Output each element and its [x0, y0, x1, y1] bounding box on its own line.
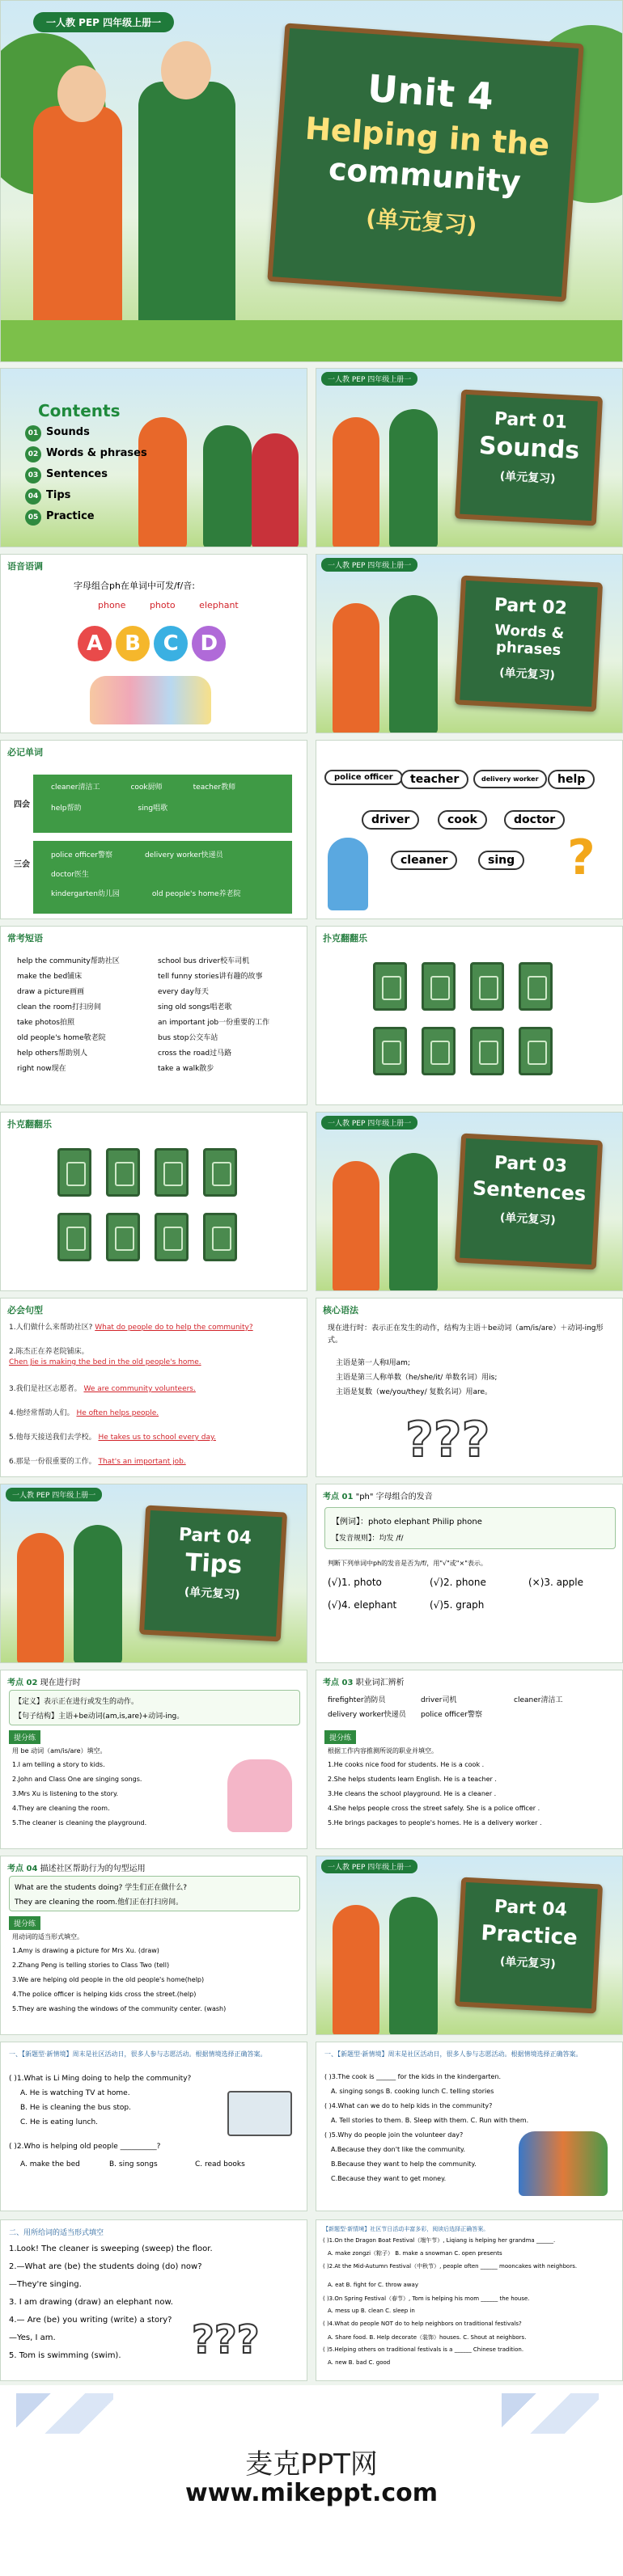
tip-item: 5.They are washing the windows of the community center. (wash): [12, 2005, 227, 2012]
flip-card[interactable]: [519, 962, 553, 1011]
tip-rule-box: [324, 1507, 616, 1549]
question-marks-decoration: ???: [192, 2317, 260, 2363]
vocab-group-label: 三会: [14, 860, 30, 869]
balloon-letter: B: [116, 626, 150, 661]
footer-decoration: [16, 2393, 113, 2434]
tip-answer: They are cleaning the room.他们正在打扫房间。: [15, 1898, 184, 1907]
sound-word: photo: [149, 600, 176, 610]
tip-item: (√)1. photo: [328, 1577, 382, 1588]
cover-tag: 一人教 PEP 四年级上册一: [33, 12, 174, 32]
phrase-item: school bus driver校车司机: [158, 957, 250, 965]
tip-slide: [0, 1670, 307, 1849]
sound-word: elephant: [199, 600, 239, 610]
practice-line: A. Share food. B. Help decorate（装饰）houses. C. Shout at neighbors.: [328, 2334, 527, 2341]
worker-figure: [333, 1161, 379, 1291]
contents-list: [25, 425, 147, 530]
bubbles-slide: [316, 740, 623, 919]
sound-rule: 字母组合ph在单词中可发/f/音:: [74, 581, 195, 591]
tip-item: 4.They are cleaning the room.: [12, 1805, 110, 1812]
tip-number: 考点 03: [323, 1679, 354, 1687]
contents-label: Sounds: [46, 426, 90, 438]
tip-item: 4.The police officer is helping kids cross the street.(help): [12, 1991, 197, 1998]
phrase-item: take a walk散步: [158, 1065, 214, 1073]
part-tag: 一人教 PEP 四年级上册一: [321, 1116, 417, 1130]
practice-slide: [316, 2219, 623, 2381]
practice-option: A. make the bed: [20, 2160, 80, 2168]
practice-bar: 提分练: [324, 1730, 356, 1744]
tip-item: (×)3. apple: [528, 1577, 583, 1588]
word-bubble[interactable]: cook: [438, 810, 487, 830]
tip-structure: 【句子结构】主语+be动词(am,is,are)+动词-ing。: [15, 1712, 184, 1721]
part-slide: [316, 554, 623, 733]
sentence-en: He takes us to school every day.: [98, 1434, 216, 1442]
footer-brand: 麦克PPT网: [245, 2448, 378, 2481]
tip-item: (√)2. phone: [430, 1577, 486, 1588]
sentence-row: [9, 1358, 201, 1366]
part-board: [455, 576, 603, 712]
tip-heading: [7, 1675, 81, 1687]
question-marks-decoration: ???: [405, 1412, 490, 1468]
practice-option: A. He is watching TV at home.: [20, 2089, 130, 2097]
sentence-en: Chen Jie is making the bed in the old people's home.: [9, 1358, 201, 1366]
part-board: [139, 1505, 287, 1642]
phrase-item: help others帮助别人: [17, 1049, 87, 1058]
sentence-row: [9, 1383, 196, 1393]
word-bubble[interactable]: teacher: [400, 770, 468, 789]
vocab-three-box: [14, 841, 292, 914]
cover-slide: [0, 0, 623, 362]
phrase-item: make the bed铺床: [17, 973, 83, 981]
sentence-cn: 6.那是一份很重要的工作。: [9, 1458, 96, 1466]
practice-question: ( )2.Who is helping old people __________?: [9, 2143, 161, 2151]
part-tag: 一人教 PEP 四年级上册一: [6, 1488, 102, 1501]
phrase-item: take photos拍照: [17, 1019, 74, 1027]
section-heading: 常考短语: [7, 933, 43, 944]
worker-figure: [389, 1897, 438, 2035]
phrase-item: cross the road过马路: [158, 1049, 232, 1058]
practice-line: ( )2.At the Mid-Autumn Festival（中秋节）, people often ______ mooncakes with neighbors.: [323, 2263, 578, 2270]
word-bubble[interactable]: cleaner: [391, 851, 457, 870]
practice-line: 1.Look! The cleaner is sweeping (sweep) the floor.: [9, 2244, 213, 2253]
tip-definition: 【定义】表示正在进行或发生的动作。: [15, 1698, 139, 1706]
sentences-slide: [0, 1298, 307, 1477]
practice-line: 3. I am drawing (draw) an elephant now.: [9, 2298, 173, 2307]
question-mark-icon: ?: [567, 830, 595, 886]
tip-task: 判断下列单词中ph的发音是否为/f/，用"√"或"×"表示。: [328, 1560, 487, 1567]
phrase-item: bus stop公交车站: [158, 1034, 218, 1042]
footer-url[interactable]: www.mikeppt.com: [185, 2479, 438, 2507]
sentence-en: That's an important job.: [98, 1458, 186, 1466]
contents-label: Sentences: [46, 468, 108, 480]
worker-figure: [389, 1153, 438, 1291]
volunteers-illustration: [519, 2131, 608, 2196]
part-board: [455, 1134, 603, 1270]
phrases-left: [17, 954, 120, 1077]
sentence-row: [9, 1321, 253, 1332]
grammar-bullet: 主语是第一人称I用am;: [336, 1359, 410, 1367]
practice-option: B. sing songs: [109, 2160, 158, 2168]
worker-figure: [203, 425, 252, 547]
vocab-group-label: 四会: [14, 800, 30, 809]
practice-line: A. make zongzi（粽子） B. make a snowman C. open presents: [328, 2250, 502, 2257]
tip-task: 根据工作内容推测所说的职业并填空。: [328, 1747, 438, 1755]
worker-figure: [389, 595, 438, 733]
practice-line: ( )1.On the Dragon Boat Festival（端午节）, Liqiang is helping her grandma ______.: [323, 2237, 556, 2244]
vocab-word: cleaner清洁工: [51, 783, 100, 792]
tip-number: 考点 01: [323, 1493, 354, 1501]
balloon-letter: D: [192, 626, 226, 661]
contents-item[interactable]: [25, 425, 147, 446]
worker-figure: [333, 417, 379, 547]
section-heading: 扑克翻翻乐: [323, 933, 367, 944]
contents-item[interactable]: [25, 509, 147, 530]
contents-num: 04: [25, 488, 41, 505]
part-board: [455, 390, 603, 526]
tip-word: cleaner清洁工: [514, 1696, 563, 1704]
flip-card[interactable]: [106, 1213, 140, 1261]
sentence-row: [9, 1455, 186, 1466]
part-name: Words & phrases: [494, 621, 565, 660]
section-heading: 核心语法: [323, 1305, 358, 1315]
practice-heading: 【新题型·新情境】社区节日活动丰富多彩，阅读后选择正确答案。: [323, 2226, 490, 2232]
vocab-four-box: [14, 775, 292, 833]
part-slide: [316, 1856, 623, 2035]
sentence-en: What do people do to help the community?: [95, 1324, 253, 1332]
practice-heading: 一、【新题型·新情境】周末是社区活动日，很多人参与志愿活动。根据情境选择正确答案。: [9, 2050, 267, 2058]
practice-heading: 一、【新题型·新情境】周末是社区活动日，很多人参与志愿活动。根据情境选择正确答案。: [324, 2050, 583, 2058]
head-figure: [161, 41, 211, 99]
sentence-row: [9, 1345, 89, 1356]
vocab-word: cook厨师: [130, 783, 163, 792]
part-sub: (单元复习): [499, 470, 556, 486]
worker-figure: [389, 409, 438, 547]
tip-number: 考点 02: [7, 1679, 38, 1687]
part-number: Part 04: [178, 1524, 252, 1549]
tip-item: 1.I am telling a story to kids.: [12, 1761, 105, 1768]
sound-words: [98, 600, 239, 610]
practice-line: A. singing songs B. cooking lunch C. telling stories: [331, 2088, 494, 2095]
flip-card[interactable]: [373, 1027, 407, 1075]
tip-question: What are the students doing? 学生们正在做什么?: [15, 1884, 188, 1892]
tip-example: 【例词】：photo elephant Philip phone: [332, 1518, 482, 1527]
word-bubble[interactable]: help: [548, 770, 595, 789]
kids-illustration: [90, 676, 211, 724]
sentence-cn: 4.他经常帮助人们。: [9, 1409, 74, 1417]
boy-illustration: [328, 838, 368, 910]
tip-word: delivery worker快递员: [328, 1711, 406, 1719]
practice-line: C.Because they want to get money.: [331, 2175, 447, 2182]
practice-line: ( )5.Why do people join the volunteer day?: [324, 2131, 464, 2139]
tip-item: 2.John and Class One are singing songs.: [12, 1776, 142, 1783]
part-sub: (单元复习): [499, 1211, 557, 1227]
part-board: [455, 1877, 603, 2014]
practice-line: ( )3.On Spring Festival（春节）, Tom is helping his mom ______ the house.: [323, 2295, 530, 2302]
tip-slide: [316, 1670, 623, 1849]
worker-figure: [333, 603, 379, 733]
contents-item[interactable]: [25, 488, 147, 509]
vocab-word: help帮助: [51, 804, 82, 813]
worker-figure: [74, 1525, 122, 1663]
flip-card[interactable]: [155, 1213, 189, 1261]
flip-card[interactable]: [422, 962, 456, 1011]
tip-title: 描述社区帮助行为的句型运用: [40, 1864, 146, 1873]
sounds-slide: [0, 554, 307, 733]
section-heading: 必记单词: [7, 747, 43, 758]
girl-illustration: [227, 1759, 292, 1832]
tip-item: 1.He cooks nice food for students. He is a cook .: [328, 1761, 485, 1768]
phrases-slide: [0, 926, 307, 1105]
sentence-cn: 1.人们做什么来帮助社区?: [9, 1324, 93, 1332]
vocab-word: old people's home养老院: [151, 890, 241, 898]
cover-subtitle: (单元复习): [365, 205, 478, 239]
contents-title: Contents: [38, 401, 121, 420]
flip-card[interactable]: [422, 1027, 456, 1075]
tip-rule: 【发音规则】：均发 /f/: [332, 1535, 404, 1543]
flip-card[interactable]: [203, 1213, 237, 1261]
practice-line: A. mess up B. clean C. sleep in: [328, 2308, 415, 2314]
phrase-item: every day每天: [158, 988, 209, 996]
grammar-bullet: 主语是第三人称单数（he/she/it/ 单数名词）用is;: [336, 1374, 498, 1382]
grammar-bullet: 主语是复数（we/you/they/ 复数名词）用are。: [336, 1388, 493, 1396]
word-bubble[interactable]: sing: [478, 851, 524, 870]
flip-card[interactable]: [106, 1148, 140, 1197]
phrases-right: [158, 954, 269, 1077]
grass: [1, 320, 623, 362]
flip-card[interactable]: [57, 1213, 91, 1261]
phrase-item: sing old songs唱老歌: [158, 1003, 232, 1011]
part-sub: (单元复习): [499, 1955, 557, 1971]
tip-item: 2.Zhang Peng is telling stories to Class Two (tell): [12, 1962, 170, 1969]
phrase-item: help the community帮助社区: [17, 957, 120, 965]
section-heading: 必会句型: [7, 1305, 43, 1315]
sentence-cn: 3.我们是社区志愿者。: [9, 1385, 82, 1393]
practice-line: A. new B. bad C. good: [328, 2359, 391, 2366]
practice-line: A. eat B. fight for C. throw away: [328, 2282, 418, 2288]
practice-question: ( )1.What is Li Ming doing to help the community?: [9, 2075, 192, 2083]
flip-card[interactable]: [519, 1027, 553, 1075]
contents-label: Words & phrases: [46, 447, 147, 459]
tip-task: 用 be 动词（am/is/are）填空。: [12, 1747, 107, 1755]
tip-slide: [0, 1856, 307, 2035]
section-heading: 语音语调: [7, 561, 43, 572]
tip-word: driver司机: [421, 1696, 457, 1704]
tip-title: "ph" 字母组合的发音: [355, 1493, 433, 1501]
phrase-item: right now现在: [17, 1065, 66, 1073]
tip-item: 2.She helps students learn English. He is a teacher .: [328, 1776, 497, 1783]
part-number: Part 02: [494, 594, 568, 619]
practice-line: 2.—What are (be) the students doing (do) now?: [9, 2262, 202, 2271]
part-number: Part 03: [494, 1152, 568, 1177]
practice-bar: 提分练: [9, 1916, 40, 1930]
part-number: Part 01: [494, 408, 568, 433]
phrase-item: draw a picture画画: [17, 988, 84, 996]
contents-num: 03: [25, 467, 41, 484]
phrase-item: clean the room打扫房间: [17, 1003, 101, 1011]
grammar-text: 现在进行时：表示正在发生的动作，结构为主语＋be动词（am/is/are）＋动词-ing形式。: [328, 1324, 604, 1345]
part-tag: 一人教 PEP 四年级上册一: [321, 1860, 417, 1873]
tip-item: 4.She helps people cross the street safely. She is a police officer .: [328, 1805, 540, 1812]
flip-card[interactable]: [155, 1148, 189, 1197]
contents-num: 05: [25, 509, 41, 526]
contents-label: Tips: [46, 489, 71, 501]
practice-line: ( )4.What can we do to help kids in the community?: [324, 2102, 493, 2109]
part-slide: [316, 368, 623, 547]
sentence-en: We are community volunteers.: [83, 1385, 196, 1393]
phrase-item: tell funny stories讲有趣的故事: [158, 973, 263, 981]
phrase-item: old people's home敬老院: [17, 1034, 106, 1042]
grammar-slide: [316, 1298, 623, 1477]
vocab-word: teacher教师: [193, 783, 236, 792]
tip-item: (√)4. elephant: [328, 1599, 397, 1611]
tip-task: 用动词的适当形式填空。: [12, 1933, 83, 1940]
sentence-cn: 2.陈杰正在养老院铺床。: [9, 1348, 89, 1356]
practice-line: ( )4.What do people NOT do to help neighbors on traditional festivals?: [323, 2321, 522, 2327]
contents-item[interactable]: [25, 446, 147, 467]
tip-item: 5.He brings packages to people's homes. He is a delivery worker .: [328, 1819, 542, 1826]
practice-line: 5. Tom is swimming (swim).: [9, 2351, 121, 2360]
part-sub: (单元复习): [498, 666, 556, 682]
tip-item: 3.We are helping old people in the old people's home(help): [12, 1976, 205, 1983]
word-bubble[interactable]: driver: [362, 810, 419, 830]
tip-word: firefighter消防员: [328, 1696, 386, 1704]
tip-heading: [323, 1489, 433, 1501]
sentence-en: He often helps people.: [76, 1409, 159, 1417]
worker-figure: [252, 433, 299, 547]
contents-slide: [0, 368, 307, 547]
tip-heading: [323, 1675, 405, 1687]
part-slide: [0, 1484, 307, 1663]
contents-num: 02: [25, 446, 41, 462]
part-number: Part 04: [494, 1896, 568, 1921]
footer-decoration: [502, 2393, 599, 2434]
part-name: Tips: [184, 1548, 244, 1580]
practice-line: B.Because they want to help the community.: [331, 2160, 477, 2168]
practice-option: C. read books: [195, 2160, 245, 2168]
practice-slide: [0, 2219, 307, 2381]
part-tag: 一人教 PEP 四年级上册一: [321, 558, 417, 572]
contents-label: Practice: [46, 510, 95, 522]
flip-card[interactable]: [470, 962, 504, 1011]
word-bubble[interactable]: delivery worker: [473, 770, 547, 788]
tip-rule-box: [9, 1876, 300, 1911]
flip-card[interactable]: [470, 1027, 504, 1075]
tip-item: 3.He cleans the school playground. He is a cleaner .: [328, 1790, 497, 1797]
tip-rule-box: [9, 1690, 300, 1725]
worker-figure: [333, 1905, 379, 2035]
sentence-row: [9, 1407, 159, 1417]
vocab-word: sing唱歌: [138, 804, 168, 813]
flip-card[interactable]: [373, 962, 407, 1011]
section-heading: 扑克翻翻乐: [7, 1119, 52, 1130]
tip-heading: [7, 1861, 146, 1873]
practice-line: A. Tell stories to them. B. Sleep with them. C. Run with them.: [331, 2117, 529, 2124]
part-name: Sounds: [478, 431, 581, 466]
practice-line: A.Because they don't like the community.: [331, 2146, 466, 2153]
tip-number: 考点 04: [7, 1864, 38, 1873]
cover-title-line2: community: [327, 150, 523, 201]
balloon-letter: A: [78, 626, 112, 661]
vocab-word: police officer警察: [51, 851, 112, 859]
tip-title: 现在进行时: [40, 1679, 81, 1687]
worker-figure: [17, 1533, 64, 1663]
practice-option: B. He is cleaning the bus stop.: [20, 2104, 131, 2112]
practice-slide: [316, 2042, 623, 2211]
practice-heading: 二、用所给词的适当形式填空: [9, 2229, 104, 2237]
practice-line: ( )3.The cook is ______ for the kids in the kindergarten.: [324, 2073, 502, 2080]
contents-item[interactable]: [25, 467, 147, 488]
vocab-word: doctor医生: [51, 871, 89, 879]
abcd-balloons: [78, 626, 226, 661]
practice-option: C. He is eating lunch.: [20, 2118, 99, 2126]
tip-slide: [316, 1484, 623, 1663]
sentence-cn: 5.他每天接送我们去学校。: [9, 1434, 96, 1442]
tip-title: 职业词汇辨析: [355, 1679, 405, 1687]
part-name: Sentences: [472, 1176, 587, 1206]
practice-line: —Yes, I am.: [9, 2333, 56, 2342]
sound-word: phone: [98, 600, 126, 610]
flip-slide: [0, 1112, 307, 1291]
part-name: Practice: [480, 1920, 578, 1951]
bus-stop-illustration: [227, 2091, 292, 2136]
practice-line: 4.— Are (be) you writing (write) a story?: [9, 2316, 172, 2325]
flip-card[interactable]: [57, 1148, 91, 1197]
footer: [0, 2385, 623, 2576]
cover-title-line1: Helping in the: [303, 110, 551, 163]
sentence-row: [9, 1431, 216, 1442]
vocab-word: kindergarten幼儿园: [51, 890, 120, 898]
practice-line: ( )5.Helping others on traditional festivals is a ______ Chinese tradition.: [323, 2346, 524, 2353]
tip-item: 3.Mrs Xu is listening to the story.: [12, 1790, 119, 1797]
tip-words: [328, 1693, 611, 1722]
tip-item: 1.Amy is drawing a picture for Mrs Xu. (draw): [12, 1947, 159, 1954]
flip-slide: [316, 926, 623, 1105]
practice-line: —They're singing.: [9, 2280, 82, 2289]
word-bubble[interactable]: doctor: [504, 810, 565, 830]
flip-card[interactable]: [203, 1148, 237, 1197]
vocab-word: delivery worker快递员: [144, 851, 223, 859]
unit-title: Unit 4: [366, 65, 495, 119]
head-figure: [57, 65, 106, 122]
balloon-letter: C: [154, 626, 188, 661]
phrase-item: an important job一份重要的工作: [158, 1019, 270, 1027]
part-sub: (单元复习): [184, 1586, 240, 1602]
practice-bar: 提分练: [9, 1730, 40, 1744]
contents-num: 01: [25, 425, 41, 441]
vocab-slide: [0, 740, 307, 919]
word-bubble[interactable]: police officer: [324, 770, 403, 785]
tip-item: 5.The cleaner is cleaning the playground.: [12, 1819, 147, 1826]
tip-item: (√)5. graph: [430, 1599, 485, 1611]
title-board: [267, 23, 583, 302]
tip-word: police officer警察: [421, 1711, 482, 1719]
practice-slide: [0, 2042, 307, 2211]
part-tag: 一人教 PEP 四年级上册一: [321, 372, 417, 386]
part-slide: [316, 1112, 623, 1291]
